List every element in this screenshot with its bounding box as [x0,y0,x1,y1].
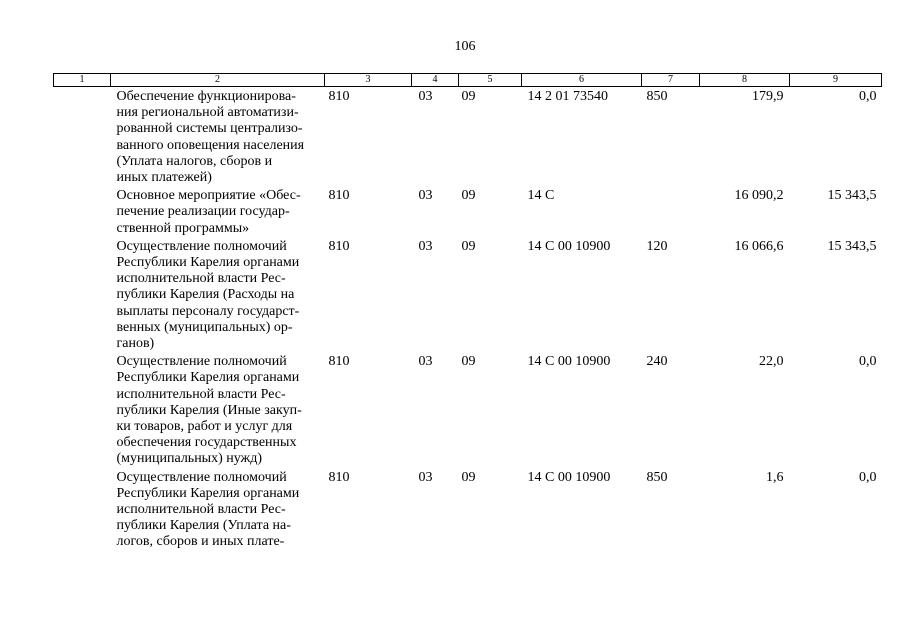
table-row [54,468,882,551]
page-number: 106 [454,39,476,54]
amount-1-cell: 179,9 [752,89,784,104]
item-name-cell: Обеспечение функционирова- ния региональной автоматизи- рованной системы централизо- ванного оповещения населения (Уплата налогов, сборов и иных платежей) [116,89,305,186]
amount-1-cell: 1,6 [766,469,784,485]
row-number-cell [54,186,111,237]
row-number-cell [54,237,111,352]
subsection-code-cell: 09 [461,354,476,370]
item-name-cell: Осуществление полномочий Республики Карелия органами исполнительной власти Рес- публики Карелия (Иные закуп- ки товаров, работ и услуг для обеспечения государственных (муниципальных) нужд) [116,354,302,467]
section-code-cell: 03 [418,354,433,370]
column-number: 6 [522,74,642,87]
target-article-cell: 14 С 00 10900 [527,238,611,254]
target-article-cell: 14 2 01 73540 [527,89,608,104]
target-article-cell: 14 С 00 10900 [527,469,611,485]
column-number: 5 [459,74,522,87]
row-number-cell [54,352,111,467]
table-header [54,74,882,87]
column-number: 2 [111,74,325,87]
column-number: 4 [412,74,459,87]
expense-type-cell: 850 [646,469,668,485]
subsection-code-cell: 09 [461,89,476,104]
row-number-cell [54,87,111,187]
table-row [54,237,882,352]
item-name-cell: Основное мероприятие «Обес- печение реализации государ- ственной программы» [116,188,301,236]
target-article-cell: 14 С 00 10900 [527,354,611,370]
section-code-cell: 03 [418,469,433,485]
amount-1-cell: 16 066,6 [734,238,784,254]
column-number: 8 [700,74,790,87]
amount-2-cell: 15 343,5 [827,238,877,254]
subsection-code-cell: 09 [461,238,476,254]
column-number: 3 [325,74,412,87]
amount-1-cell: 16 090,2 [734,188,784,204]
amount-2-cell: 0,0 [859,469,877,485]
ministry-code-cell: 810 [328,188,350,204]
row-number-cell [54,468,111,551]
subsection-code-cell: 09 [461,469,476,485]
section-code-cell: 03 [418,238,433,254]
amount-1-cell: 22,0 [759,354,784,370]
column-number: 9 [790,74,882,87]
item-name-cell: Осуществление полномочий Республики Карелия органами исполнительной власти Рес- публики Карелия (Расходы на выплаты персоналу государст- венных (муниципальных) ор- ганов) [116,238,300,352]
expense-type-cell: 120 [646,238,668,254]
target-article-cell: 14 С [527,188,555,204]
column-number: 7 [642,74,700,87]
ministry-code-cell: 810 [328,469,350,485]
column-number: 1 [54,74,111,87]
expense-type-cell [642,186,700,237]
table-body [54,87,882,551]
table-row [54,186,882,237]
table-row [54,352,882,467]
ministry-code-cell: 810 [328,89,350,104]
ministry-code-cell: 810 [328,354,350,370]
expense-type-cell: 850 [646,89,668,104]
amount-2-cell: 15 343,5 [827,188,877,204]
budget-table [53,73,882,551]
table-row [54,87,882,187]
section-code-cell: 03 [418,188,433,204]
column-number-row [54,74,882,87]
subsection-code-cell: 09 [461,188,476,204]
section-code-cell: 03 [418,89,433,104]
amount-2-cell: 0,0 [859,354,877,370]
ministry-code-cell: 810 [328,238,350,254]
amount-2-cell: 0,0 [859,89,877,104]
expense-type-cell: 240 [646,354,668,370]
item-name-cell: Осуществление полномочий Республики Карелия органами исполнительной власти Рес- публики Карелия (Уплата на- логов, сборов и иных плате- [116,469,300,550]
